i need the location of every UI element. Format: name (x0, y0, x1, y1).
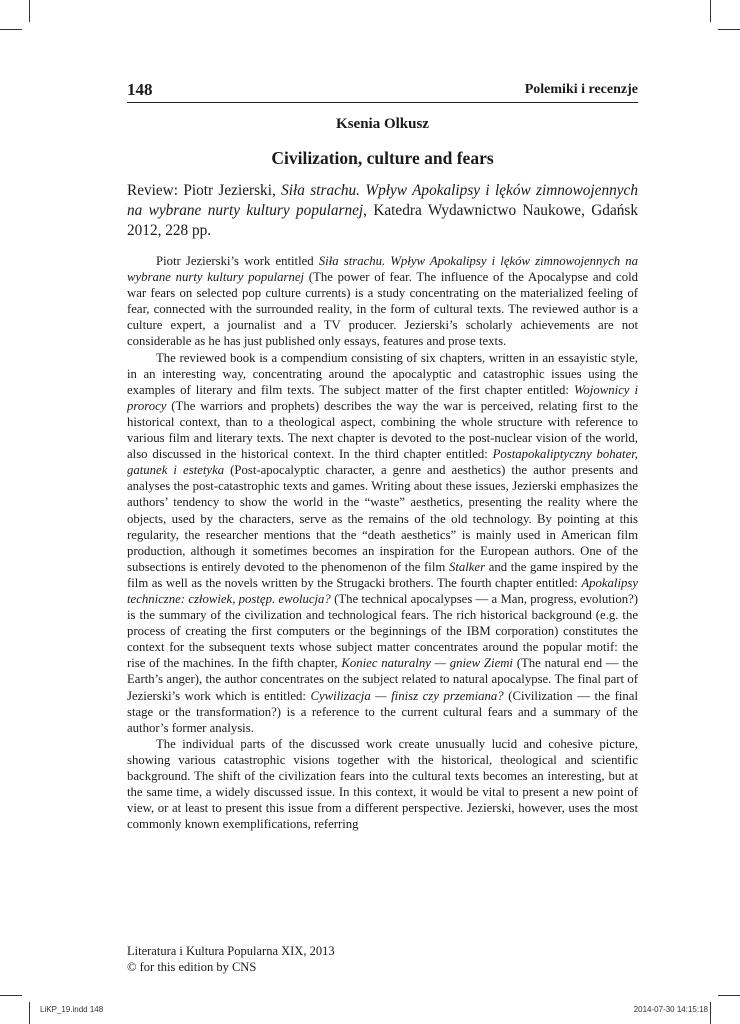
print-timestamp: 2014-07-30 14:15:18 (633, 1005, 708, 1014)
text-run: The reviewed book is a compendium consisting of six chapters, written in an essayistic style, in an interesting way, concentrating around the apocalyptic and catastrophic issues using the examples of literary and film texts. The subject matter of the first chapter entitled: (127, 350, 638, 397)
journal-info: Literatura i Kultura Popularna XIX, 2013 (127, 944, 335, 958)
review-publisher: , Katedra Wydawnictwo Naukowe, Gdańsk 2012, 228 pp. (127, 202, 638, 239)
italic-title-run: Koniec naturalny — gniew Ziemi (341, 656, 513, 671)
crop-mark (710, 1002, 711, 1024)
review-citation (127, 181, 638, 241)
review-book-title: Siła strachu. Wpływ Apokalipsy i lęków zimnowojennych na wybrane nurty kultury popularnej (127, 182, 638, 219)
page-number: 148 (127, 80, 153, 99)
italic-title-run: Stalker (448, 559, 486, 574)
crop-mark (0, 29, 22, 30)
crop-mark (29, 0, 30, 22)
text-run: Piotr Jezierski’s work entitled (156, 254, 319, 268)
italic-title-run: Siła strachu. Wpływ Apokalipsy i lęków zimnowojennych na wybrane nurty kultury popularnej (127, 254, 638, 285)
section-label: Polemiki i recenzje (524, 82, 638, 97)
italic-title-run: Apokalipsy techniczne: człowiek, postęp. ewolucja? (127, 575, 638, 606)
text-run: (Post-apocalyptic character, a genre and aesthetics) the author presents and analyses the post-catastrophic texts and games. Writing about these issues, Jezierski emphasizes the authors’ tendency to show the world in the “waste” aesthetics, presenting the reality where the objects, used by the characters, serve as the remains of the old technology. By pointing at this regularity, the researcher mentions that the “death aesthetics” is mainly used in American film production, although it sometimes becomes an inspiration for the European authors. One of the subsections is entirely devoted to the phenomenon of the film (127, 463, 638, 574)
text-run: The individual parts of the discussed work create unusually lucid and cohesive picture, showing various catastrophic visions together with the historical, theological and scientific background. The shift of the civilization fears into the cultural texts becomes an interesting, but at the same time, a widely discussed issue. In this context, it would be vital to present a new point of view, or at least to present this issue from a different perspective. Jezierski, however, uses the most commonly known exemplifications, referring (127, 736, 638, 832)
text-run: (The warriors and prophets) describes the way the war is perceived, relating first to the historical context, than to a theological aspect, combining the whole structure with reference to various film and literary texts. The next chapter is devoted to the post-nuclear vision of the world, also discussed in the historical context. In the third chapter entitled: (127, 398, 638, 462)
italic-title-run: Postapokaliptyczny bohater, gatunek i estetyka (127, 447, 638, 478)
crop-mark (710, 0, 711, 22)
crop-mark (718, 995, 740, 996)
crop-mark (29, 1002, 30, 1024)
file-slug: LiKP_19.indd 148 (40, 1005, 104, 1014)
text-run: (The power of fear. The influence of the Apocalypse and cold war fears on selected pop culture currents) is a study concentrating on the materialized feeling of fear, connected with the surrounded reality, in the form of cultural texts. The reviewed author is a culture expert, a journalist and a TV producer. Jezierski’s scholarly achievements are not considerable as he has just published only essays, features and prose texts. (127, 270, 638, 349)
body-paragraph (127, 350, 638, 736)
body-text (127, 253, 638, 832)
review-prefix: Review: Piotr Jezierski, (127, 182, 282, 199)
text-run: (The technical apocalypses — a Man, progress, evolution?) is the summary of the civilization and technological fears. The rich historical background (e.g. the process of creating the first computers or the beginnings of the IBM corporation) constitutes the context for the subsequent texts whose subject matter concentrates around the popular motif: the rise of the machines. In the fifth chapter, (127, 591, 638, 671)
copyright-notice: © for this edition by CNS (127, 960, 257, 974)
text-run: and the game inspired by the film as well as the novels written by the Strugacki brothers. The fourth chapter entitled: (127, 559, 638, 590)
crop-mark (718, 29, 740, 30)
body-paragraph (127, 736, 638, 833)
running-header (127, 80, 638, 103)
body-paragraph (127, 253, 638, 350)
article-title: Civilization, culture and fears (271, 148, 494, 168)
italic-title-run: Cywilizacja — finisz czy przemiana? (310, 688, 504, 703)
article-author: Ksenia Olkusz (336, 116, 429, 132)
text-run: (The natural end — the Earth’s anger), the author concentrates on the subject related to natural apocalypse. The final part of Jezierski’s work which is entitled: (127, 656, 639, 703)
text-run: (Civilization — the final stage or the transformation?) is a reference to the current cultural fears and a summary of the author’s former analysis. (127, 688, 638, 735)
italic-title-run: Wojownicy i prorocy (127, 382, 639, 413)
page-footer (127, 943, 335, 975)
crop-mark (0, 995, 22, 996)
